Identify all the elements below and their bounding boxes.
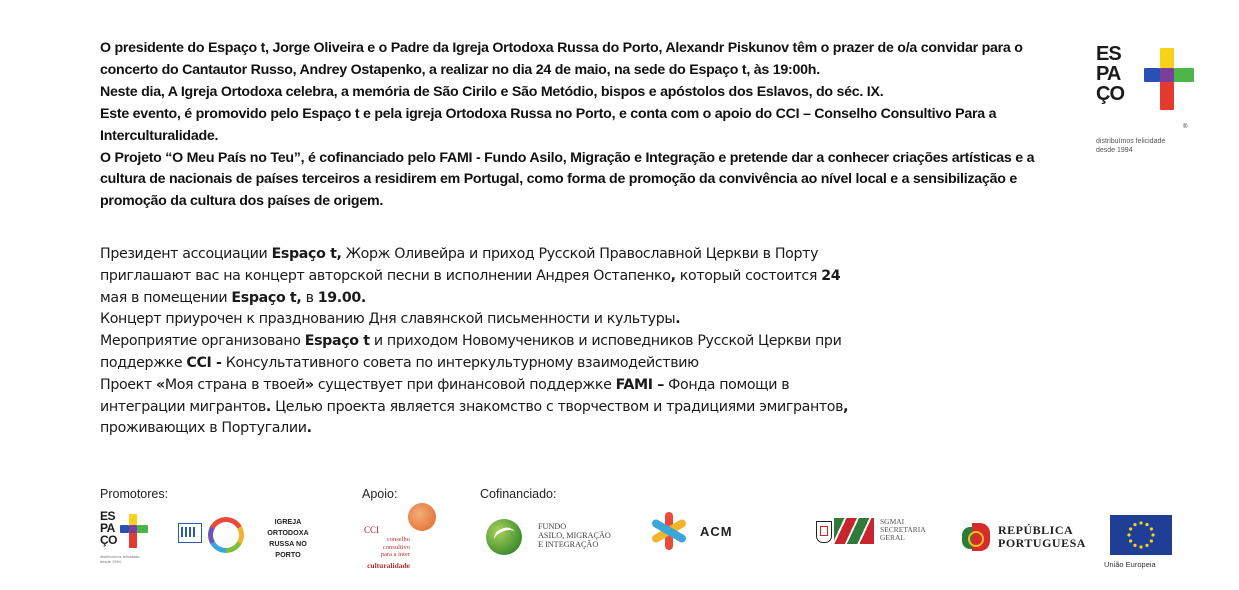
rp-line: PORTUGUESA xyxy=(998,536,1086,550)
sgmai-stripes-icon xyxy=(834,518,874,544)
ru-bold: 19.00. xyxy=(317,289,366,306)
ru-text: Моя страна в твоей xyxy=(164,376,305,393)
portuguese-text xyxy=(100,38,1060,213)
igreja-line: IGREJA xyxy=(274,517,302,526)
ru-bold: Espaço t xyxy=(304,333,370,350)
fami-line: FUNDO xyxy=(538,522,567,531)
ru-text: Целью проекта является знакомство с творчеством и традициями эмигрантов xyxy=(270,398,844,415)
eu-stars-icon xyxy=(1110,515,1172,555)
republica-portuguesa-text xyxy=(998,524,1086,550)
ru-text: Жорж Оливейра и приход Русской Православной Церкви в Порту xyxy=(341,246,819,262)
ru-bold: Espaço t, xyxy=(271,246,342,262)
logo-row: ES xyxy=(100,509,116,523)
cci-line-bold: culturalidade xyxy=(367,561,410,570)
pt-paragraph-invite: O presidente do Espaço t, Jorge Oliveira e o Padre da Igreja Ortodoxa Russa do Porto, Alexandr Piskunov têm o prazer de o/a convidar para o concerto do Cantautor Russo, Andrey Ostapenko, a realizar no dia 24 de maio, na sede do Espaço t, às 19:00h. xyxy=(100,40,1023,78)
unesco-cities-logo xyxy=(178,515,248,561)
rp-line: REPÚBLICA xyxy=(998,523,1074,537)
ru-text: приглашают вас на концерт авторской песни в исполнении Андрея Остапенко xyxy=(100,267,671,284)
ru-line-3 xyxy=(100,288,1060,310)
sgmai-logo-text xyxy=(880,518,926,543)
ru-text: Мероприятие организовано xyxy=(100,333,305,350)
cci-line: consultivo xyxy=(382,543,410,551)
fami-line: ASILO, MIGRAÇÃO xyxy=(538,531,611,541)
cci-logo xyxy=(346,503,438,571)
cci-acronym: CCI xyxy=(364,525,380,535)
emblem-sphere xyxy=(968,531,984,547)
fami-globe-icon xyxy=(486,519,522,555)
sgmai-emblem-icon xyxy=(816,518,876,548)
eu-caption: União Europeia xyxy=(1104,560,1156,569)
ru-line-2 xyxy=(100,266,1060,288)
acm-logo-text: ACM xyxy=(700,524,733,539)
ru-bold: » xyxy=(304,376,314,393)
ru-bold: . xyxy=(675,311,681,328)
igreja-line: PORTO xyxy=(275,550,301,559)
espaco-logo-letters xyxy=(1096,44,1124,104)
ru-bold: , xyxy=(670,267,676,284)
fami-logo-text xyxy=(538,522,611,550)
colored-plus-icon xyxy=(1144,48,1194,110)
unesco-temple-icon xyxy=(178,523,202,543)
igreja-ortodoxa-logo xyxy=(254,516,322,560)
pt-paragraph-promotion: Este evento, é promovido pelo Espaço t e pela igreja Ortodoxa Russa no Porto, e conta com o apoio do CCI – Conselho Consultivo Para a Interculturalidade. xyxy=(100,105,997,144)
ru-bold: Espaço t, xyxy=(231,289,302,306)
ru-text: и приходом Новомучеников и исповедников Русской Церкви при xyxy=(369,333,842,350)
ru-line-9 xyxy=(100,418,1060,440)
ru-bold: CCI - xyxy=(186,354,222,371)
ru-line-5 xyxy=(100,331,1060,353)
cofinanciado-label: Cofinanciado: xyxy=(480,487,557,501)
tagline-line: distribuímos felicidade xyxy=(100,554,140,559)
cci-words xyxy=(346,536,410,559)
ru-text: интеграции мигрантов xyxy=(100,398,266,415)
ru-bold: . xyxy=(306,420,312,437)
ru-line-8 xyxy=(100,397,1060,419)
sgmai-line: SECRETARIA xyxy=(880,525,926,535)
pt-paragraph-project: O Projeto “O Meu País no Teu”, é cofinanciado pelo FAMI - Fundo Asilo, Migração e Integração e pretende dar a conhecer criações artísticas e a cultura de nacionais de países terceiros a residirem em Portugal, como forma de promoção da convivência ao nível local e a sensibilização e promoção da cultura dos países de origem. xyxy=(100,149,1035,210)
ru-text: Концерт приурочен к празднованию Дня славянской письменности и культуры xyxy=(100,311,676,328)
mini-plus-icon xyxy=(120,514,148,548)
logo-row: ÇO xyxy=(1096,83,1124,105)
igreja-line: RUSSA NO xyxy=(269,539,307,548)
ru-text: Проект xyxy=(100,376,156,393)
ru-text: Президент ассоциации xyxy=(100,246,272,262)
registered-mark: ® xyxy=(1183,124,1188,130)
mini-logo-letters xyxy=(100,510,117,546)
russian-text xyxy=(100,244,1060,440)
fami-line: E INTEGRAÇÃO xyxy=(538,540,599,550)
sgmai-line: GERAL xyxy=(880,533,905,543)
ru-line-4 xyxy=(100,309,1060,331)
tagline-line: distribuímos felicidade xyxy=(1096,138,1166,145)
cci-line: conselho xyxy=(386,536,410,543)
tagline-line: desde 1994 xyxy=(1096,147,1133,154)
ru-line-7 xyxy=(100,375,1060,397)
ru-bold: , xyxy=(843,398,849,415)
promotores-label: Promotores: xyxy=(100,487,169,501)
ru-text: проживающих в Португалии xyxy=(100,420,307,437)
logo-row: ÇO xyxy=(100,533,117,547)
logo-row: ES xyxy=(1096,43,1121,65)
ru-line-1 xyxy=(100,244,1060,266)
ru-bold: 24 xyxy=(821,267,841,284)
ru-bold: FAMI – xyxy=(615,376,664,393)
ru-text: Консультативного совета по интеркультурному взаимодействию xyxy=(221,354,699,371)
ru-line-6 xyxy=(100,353,1060,375)
republica-emblem-icon xyxy=(962,521,992,553)
logo-row: PA xyxy=(100,521,115,535)
ru-text: который состоится xyxy=(675,267,822,284)
ru-bold: . xyxy=(265,398,271,415)
tagline-line: desde 1994 xyxy=(100,559,121,564)
intercultural-ring-icon xyxy=(208,517,244,553)
espaco-t-small-logo xyxy=(100,510,150,566)
ru-text: в xyxy=(301,289,318,306)
ru-text: мая в помещении xyxy=(100,289,232,306)
sgmai-line: SGMAI xyxy=(880,517,905,526)
espaco-t-logo xyxy=(1096,44,1206,154)
igreja-line: ORTODOXA xyxy=(267,528,309,537)
apoio-label: Apoio: xyxy=(362,487,398,501)
acm-star-icon xyxy=(648,510,690,552)
ru-text: Фонда помощи в xyxy=(664,376,790,393)
eu-flag-icon xyxy=(1110,515,1172,555)
cci-line: para a inter xyxy=(380,551,410,558)
ru-text: поддержке xyxy=(100,354,187,371)
logo-row: PA xyxy=(1096,63,1121,85)
logo-tagline xyxy=(1096,137,1165,155)
cci-circle-icon xyxy=(408,503,436,531)
portugal-shield-icon xyxy=(816,521,832,543)
pt-paragraph-memory: Neste dia, A Igreja Ortodoxa celebra, a memória de São Cirilo e São Metódio, bispos e apóstolos dos Eslavos, do séc. IX. xyxy=(100,83,884,100)
ru-text: существует при финансовой поддержке xyxy=(313,376,616,393)
ru-bold: « xyxy=(155,376,165,393)
mini-logo-tagline xyxy=(100,554,140,564)
